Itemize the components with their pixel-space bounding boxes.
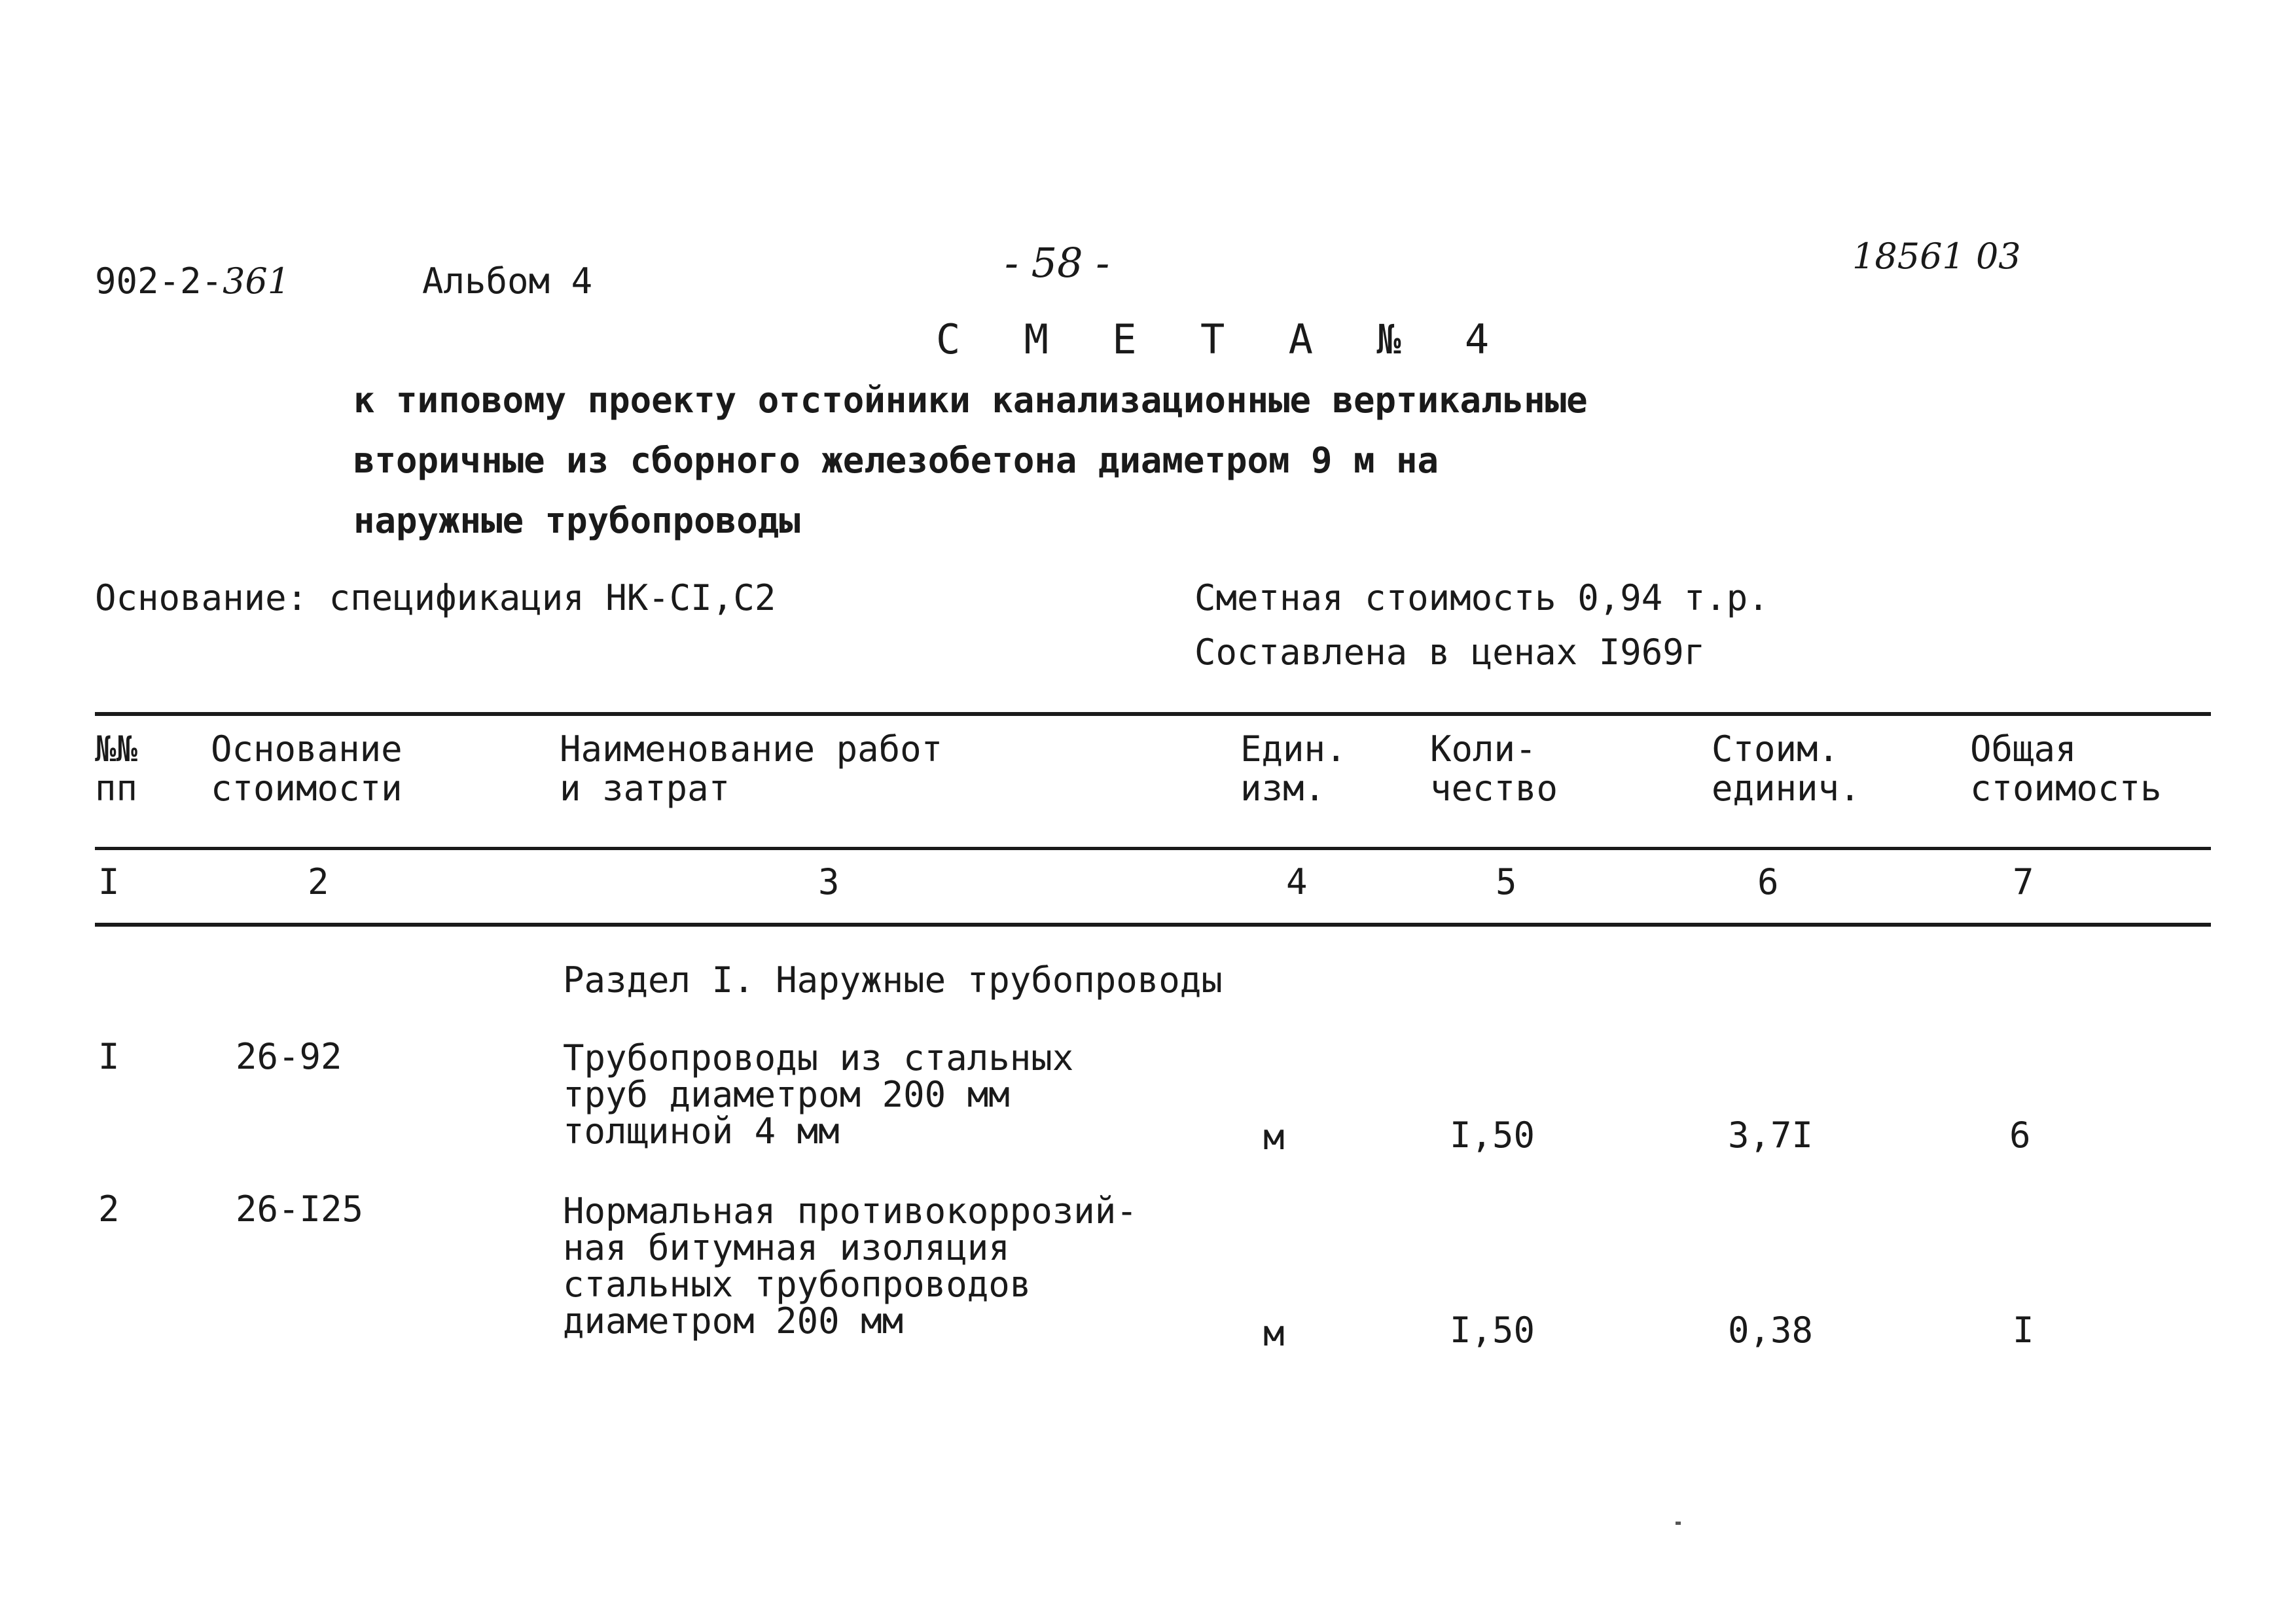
header-col-3 [560,730,942,808]
section-title: Раздел I. Наружные трубопроводы [563,959,1223,1001]
row-1-quantity: I,50 [1450,1115,1535,1156]
page-number: - 58 - [1005,239,1110,287]
scan-speck [1676,1522,1681,1525]
header-col-1 [95,730,137,808]
row-2-unit: м [1263,1313,1285,1354]
header-col-5-line-1: Коли- [1430,728,1537,770]
row-2-description-line-1: Нормальная противокоррозий- [563,1190,1138,1232]
document-code [95,260,290,302]
header-col-5-line-2: чество [1430,768,1558,809]
header-col-6-line-2: единич. [1712,768,1861,809]
column-numbers-bottom-rule [95,923,2211,927]
document-code-printed: 902-2- [95,260,223,302]
row-1-number: I [98,1036,120,1077]
column-number-3: 3 [818,861,840,902]
archive-number: 18561 03 [1852,236,2021,277]
row-2-description-line-4: диаметром 200 мм [563,1300,904,1342]
column-number-4: 4 [1286,861,1308,902]
header-bottom-rule [95,847,2211,850]
header-col-2-line-1: Основание [211,728,403,770]
row-2-number: 2 [98,1188,120,1230]
subtitle-line-3: наружные трубопроводы [353,500,800,541]
column-number-2: 2 [308,861,329,902]
row-1-description-line-1: Трубопроводы из стальных [563,1037,1074,1079]
header-col-6 [1712,730,1861,808]
album-label: Альбом 4 [422,260,593,302]
row-1-total: 6 [2009,1115,2031,1156]
row-2-basis: 26-I25 [236,1188,364,1230]
row-2-quantity: I,50 [1450,1310,1535,1351]
row-1-basis: 26-92 [236,1036,342,1077]
header-col-3-line-2: и затрат [560,768,730,809]
header-col-3-line-1: Наименование работ [560,728,943,770]
column-number-5: 5 [1496,861,1517,902]
estimated-cost: Сметная стоимость 0,94 т.р. [1194,577,1769,618]
basis-text: Основание: спецификация НК-СI,С2 [95,577,776,618]
row-1-description-line-2: труб диаметром 200 мм [563,1074,1010,1115]
header-col-4-line-2: изм. [1240,768,1326,809]
header-col-2 [211,730,403,808]
row-1-description [563,1039,1073,1150]
subtitle-line-2: вторичные из сборного железобетона диаметром 9 м на [353,440,1439,481]
header-col-4 [1240,730,1347,808]
prices-year: Составлена в ценах I969г [1194,632,1706,673]
header-col-1-line-1: №№ [95,728,138,770]
document-title: С М Е Т А № 4 [936,315,1509,363]
header-col-7 [1970,730,2162,808]
row-2-unit-cost: 0,38 [1728,1310,1814,1351]
row-1-description-line-3: толщиной 4 мм [563,1111,840,1152]
header-col-4-line-1: Един. [1240,728,1347,770]
header-col-6-line-1: Стоим. [1712,728,1840,770]
header-col-2-line-2: стоимости [211,768,403,809]
row-2-description-line-3: стальных трубопроводов [563,1264,1031,1305]
header-col-7-line-2: стоимость [1970,768,2162,809]
row-2-description [563,1192,1138,1340]
row-2-description-line-2: ная битумная изоляция [563,1227,1010,1268]
header-col-1-line-2: пп [95,768,138,809]
row-1-unit-cost: 3,7I [1728,1115,1814,1156]
row-2-total: I [2013,1310,2034,1351]
header-col-7-line-1: Общая [1970,728,2077,770]
document-code-handwritten: 361 [223,260,291,302]
column-number-7: 7 [2013,861,2034,902]
column-number-1: I [98,861,120,902]
subtitle-line-1: к типовому проекту отстойники канализационные вертикальные [353,380,1588,421]
column-number-6: 6 [1757,861,1779,902]
table-top-rule [95,712,2211,716]
row-1-unit: м [1263,1116,1285,1158]
header-col-5 [1430,730,1558,808]
